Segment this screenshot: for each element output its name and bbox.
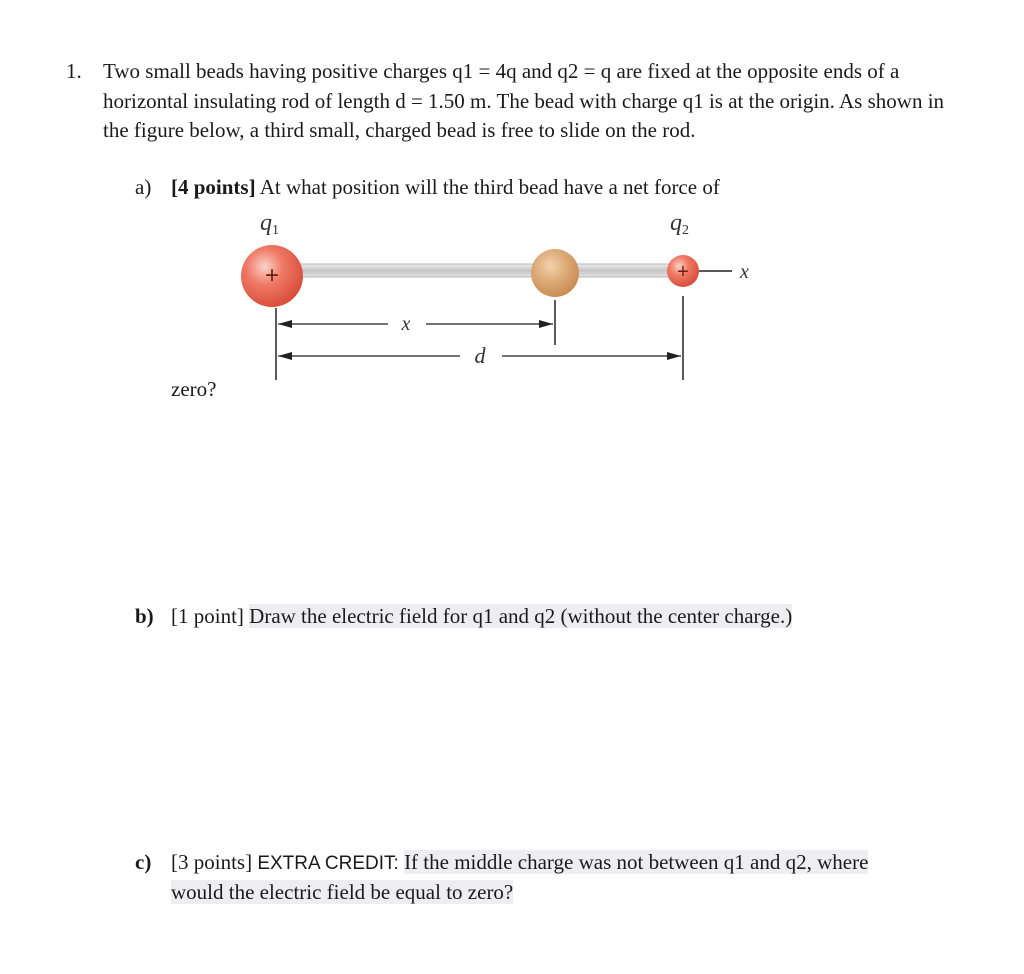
bead-rod-figure — [230, 200, 790, 390]
part-c-text-line1: If the middle charge was not between q1 and q2, where — [404, 850, 869, 874]
part-b-text: Draw the electric field for q1 and q2 (without the center charge.) — [249, 604, 793, 628]
part-a-continuation: zero? — [171, 377, 217, 401]
insulating-rod — [290, 264, 680, 277]
figure-svg — [230, 200, 790, 390]
part-b-label: b) — [135, 604, 154, 628]
q1-label: q1 — [260, 210, 279, 238]
q2-plus-sign: + — [677, 261, 689, 283]
part-b — [135, 602, 792, 631]
x-axis-label: x — [740, 261, 749, 283]
part-a-points: [4 points] — [171, 175, 256, 199]
part-a — [135, 173, 720, 202]
x-dimension-label: x — [401, 313, 411, 335]
part-c-label: c) — [135, 850, 152, 874]
x-dimension-arrow-right — [539, 320, 553, 328]
q2-label: q2 — [670, 210, 689, 238]
part-c-extra-credit: EXTRA CREDIT: — [257, 853, 399, 874]
part-c-text-line2: would the electric field be equal to zero? — [171, 880, 514, 904]
third-bead — [531, 249, 579, 297]
part-a-text: At what position will the third bead have a net force of — [259, 175, 720, 199]
d-dimension-arrow-left — [278, 352, 292, 360]
d-dimension-arrow-right — [667, 352, 681, 360]
part-c-points: [3 points] — [171, 850, 253, 874]
part-a-label: a) — [135, 175, 152, 199]
part-b-points: [1 point] — [171, 604, 244, 628]
q1-plus-sign: + — [264, 262, 280, 289]
question-text: Two small beads having positive charges q1 = 4q and q2 = q are fixed at the opposite ends of a horizontal insulating rod of length d = 1.50 m. The bead with charge q1 is at the origin. As shown in the figure below, a third small, charged bead is free to slide on the rod. — [103, 59, 945, 142]
x-dimension-arrow-left — [278, 320, 292, 328]
question-number: 1. — [66, 59, 82, 83]
d-dimension-label: d — [474, 343, 486, 368]
part-c — [135, 848, 955, 907]
